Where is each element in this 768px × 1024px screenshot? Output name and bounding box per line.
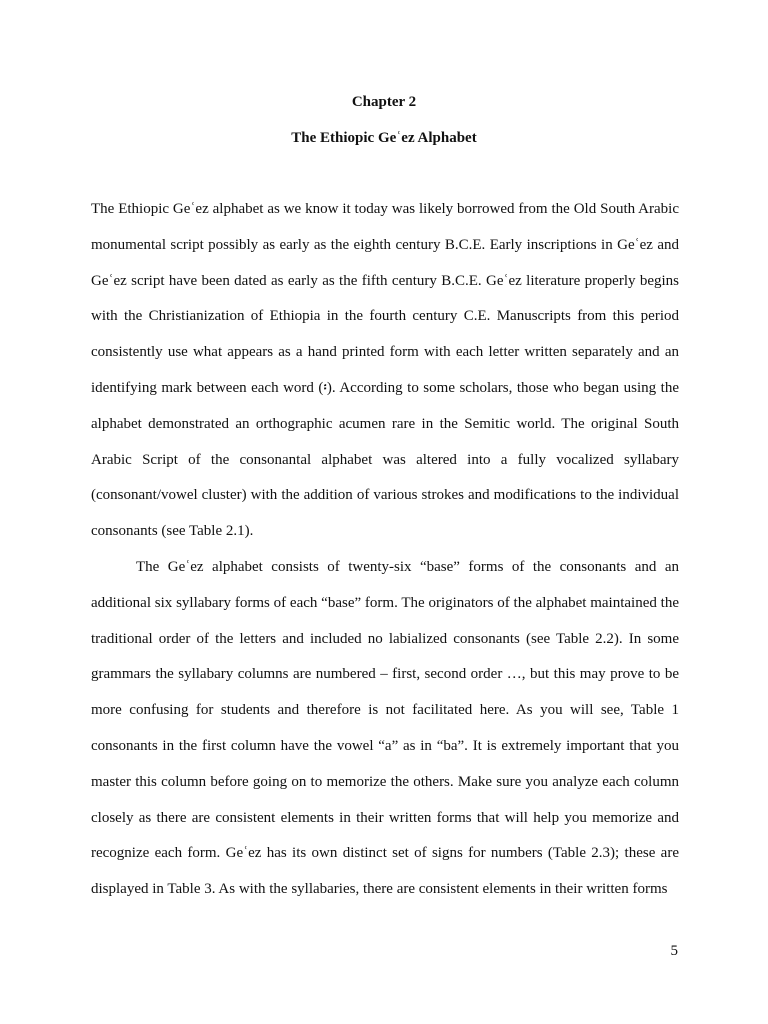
paragraph-2: The Geʿez alphabet consists of twenty-six “base” forms of the consonants and an additional six syllabary forms of each “base” form. The originators of the alphabet maintained the traditional order of the letters and included no labialized consonants (see Table 2.2). In some grammars the syllabary columns are numbered – first, second order …, but this may prove to be more confusing for students and therefore is not facilitated here. As you will see, Table 1 consonants in the first column have the vowel “a” as in “ba”. It is extremely important that you master this column before going on to memorize the others. Make sure you analyze each column closely as there are consistent elements in their written forms that will help you memorize and recognize each form. Geʿez has its own distinct set of signs for numbers (Table 2.3); these are displayed in Table 3. As with the syllabaries, there are consistent elements in their written forms xyxy=(91,558,679,898)
chapter-label: Chapter 2 xyxy=(351,94,417,110)
paragraph-1: The Ethiopic Geʿez alphabet as we know it today was likely borrowed from the Old South Arabic monumental script possibly as early as the eighth century B.C.E. Early inscriptions in Geʿez and Geʿez script have been dated as early as the fifth century B.C.E. Geʿez literature properly begins with the Christianization of Ethiopia in the fourth century C.E. Manuscripts from this period consistently use what appears as a hand printed form with each letter written separately and an identifying mark between each word (፡). According to some scholars, those who began using the alphabet demonstrated an orthographic acumen rare in the Semitic world. The original South Arabic Script of the consonantal alphabet was altered into a fully vocalized syllabary (consonant/vowel cluster) with the addition of various strokes and modifications to the individual consonants (see Table 2.1). xyxy=(91,201,679,540)
chapter-title: The Ethiopic Geʿez Alphabet xyxy=(291,130,477,146)
body-text xyxy=(91,192,679,908)
page-number: 5 xyxy=(670,943,678,959)
